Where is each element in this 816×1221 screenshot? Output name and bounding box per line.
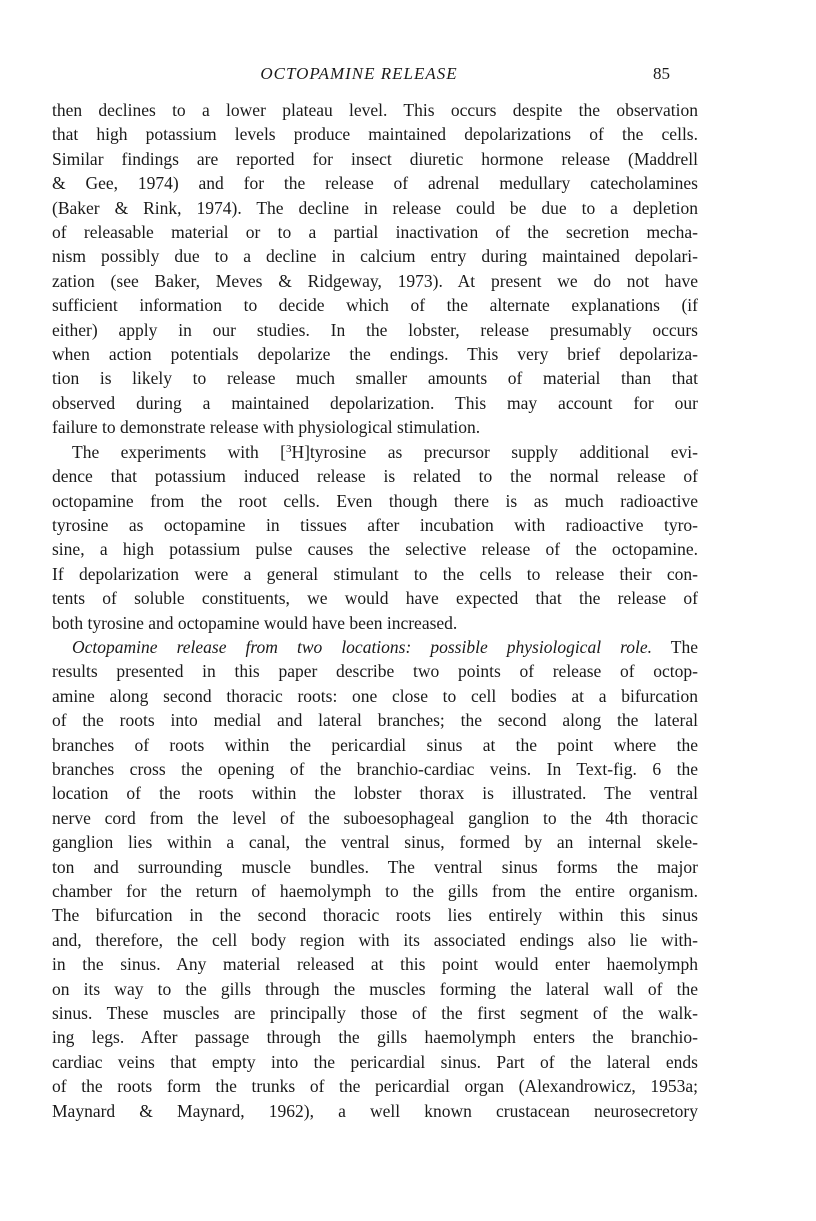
text-line: tion is likely to release much smaller amounts of material than that xyxy=(52,368,698,389)
text-line: failure to demonstrate release with physiological stimulation. xyxy=(52,417,481,438)
text-line: ing legs. After passage through the gills haemolymph enters the branchio- xyxy=(52,1027,698,1048)
text-fragment: The experiments with [ xyxy=(72,441,286,462)
text-line: location of the roots within the lobster thorax is illustrated. The ventral xyxy=(52,783,698,804)
text-line: tyrosine as octopamine in tissues after incubation with radioactive tyro- xyxy=(52,514,698,535)
text-line: when action potentials depolarize the endings. This very brief depolariza- xyxy=(52,344,698,365)
text-line: Maynard & Maynard, 1962), a well known crustacean neurosecretory xyxy=(52,1100,698,1121)
text-line: sufficient information to decide which of the alternate explanations (if xyxy=(52,295,698,316)
text-line: octopamine from the root cells. Even though there is as much radioactive xyxy=(52,490,698,511)
text-line: of releasable material or to a partial inactivation of the secretion mecha- xyxy=(52,222,698,243)
text-line: of the roots form the trunks of the pericardial organ (Alexandrowicz, 1953a; xyxy=(52,1076,698,1097)
text-line: then declines to a lower plateau level. This occurs despite the observation xyxy=(52,100,698,120)
text-line: branches of roots within the pericardial sinus at the point where the xyxy=(52,734,698,755)
text-line: ganglion lies within a canal, the ventral sinus, formed by an internal skele- xyxy=(52,832,698,853)
text-line xyxy=(52,440,698,464)
text-line: observed during a maintained depolarization. This may account for our xyxy=(52,392,698,413)
text-line: tents of soluble constituents, we would have expected that the release of xyxy=(52,588,698,609)
text-line: both tyrosine and octopamine would have been increased. xyxy=(52,612,458,633)
text-line: on its way to the gills through the muscles forming the lateral wall of the xyxy=(52,978,698,999)
page-header xyxy=(52,64,670,88)
page-number: 85 xyxy=(653,64,670,83)
running-title: OCTOPAMINE RELEASE xyxy=(260,64,458,83)
text-line: nism possibly due to a decline in calcium entry during maintained depolari- xyxy=(52,246,698,267)
text-line: dence that potassium induced release is related to the normal release of xyxy=(52,466,698,487)
text-line: and, therefore, the cell body region with its associated endings also lie with- xyxy=(52,929,698,950)
text-line: branches cross the opening of the branchio-cardiac veins. In Text-fig. 6 the xyxy=(52,758,698,779)
text-line: Similar findings are reported for insect diuretic hormone release (Maddrell xyxy=(52,148,698,169)
text-line: amine along second thoracic roots: one close to cell bodies at a bifurcation xyxy=(52,685,698,706)
paragraph-2 xyxy=(52,440,698,635)
text-line: results presented in this paper describe two points of release of octop- xyxy=(52,661,698,682)
text-line: zation (see Baker, Meves & Ridgeway, 1973). At present we do not have xyxy=(52,270,698,291)
text-line: sine, a high potassium pulse causes the selective release of the octopamine. xyxy=(52,539,698,560)
superscript: 3 xyxy=(285,442,292,455)
text-line: (Baker & Rink, 1974). The decline in release could be due to a depletion xyxy=(52,197,698,218)
text-line: cardiac veins that empty into the pericardial sinus. Part of the lateral ends xyxy=(52,1051,698,1072)
text-line xyxy=(52,635,698,659)
paragraph-3 xyxy=(52,635,698,1123)
paragraph-1 xyxy=(52,98,698,440)
text-line: ton and surrounding muscle bundles. The ventral sinus forms the major xyxy=(52,856,698,877)
body-text xyxy=(52,98,698,1123)
text-line: & Gee, 1974) and for the release of adrenal medullary catecholamines xyxy=(52,173,698,194)
text-line: of the roots into medial and lateral branches; the second along the lateral xyxy=(52,710,698,731)
text-fragment: H]tyrosine as precursor supply additional evi- xyxy=(291,441,698,462)
section-heading: Octopamine release from two locations: possible physiological role. xyxy=(72,636,653,657)
text-line: The bifurcation in the second thoracic roots lies entirely within this sinus xyxy=(52,905,698,926)
text-line: either) apply in our studies. In the lobster, release presumably occurs xyxy=(52,319,698,340)
text-line: that high potassium levels produce maintained depolarizations of the cells. xyxy=(52,124,698,145)
text-line: in the sinus. Any material released at this point would enter haemolymph xyxy=(52,954,698,975)
text-line: chamber for the return of haemolymph to the gills from the entire organism. xyxy=(52,881,698,901)
text-fragment: The xyxy=(652,636,698,657)
text-line: nerve cord from the level of the suboesophageal ganglion to the 4th thoracic xyxy=(52,807,698,828)
text-line: sinus. These muscles are principally those of the first segment of the walk- xyxy=(52,1003,698,1024)
text-line: If depolarization were a general stimulant to the cells to release their con- xyxy=(52,563,698,584)
